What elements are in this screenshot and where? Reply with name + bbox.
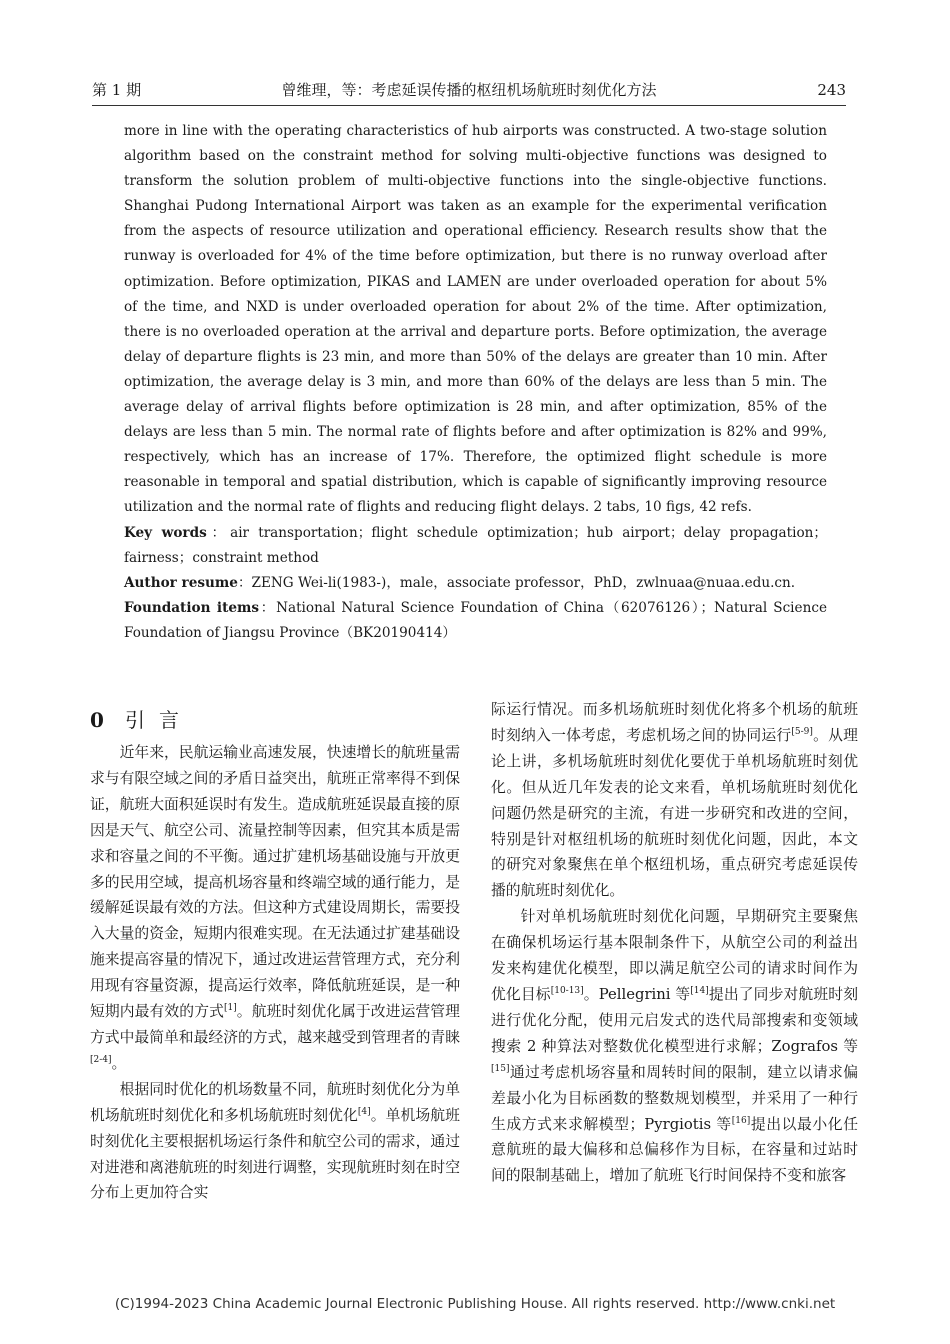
text-run: 针对单机场航班时刻优化问题，早期研究主要聚焦在确保机场运行基本限制条件下，从航空公司的利益出发来构建优化模型，即以满足航空公司的请求时间作为优化目标 [491, 908, 858, 1003]
author-resume [124, 571, 827, 596]
text-run: 。 [111, 1054, 127, 1072]
citation: [5-9] [791, 726, 813, 737]
foundation-items-value: ：National Natural Science Foundation of China（62076126）；Natural Science Foundation of Jiangsu Province（BK20190414） [124, 599, 827, 641]
english-abstract [124, 119, 827, 646]
key-words-label: Key words [124, 524, 207, 541]
paragraph [491, 697, 858, 904]
section-title: 引言 [125, 708, 193, 732]
copyright-footer: (C)1994-2023 China Academic Journal Electronic Publishing House. All rights reserved. http://www.cnki.net [114, 1296, 836, 1312]
key-words-value: ：air transportation；flight schedule optimization；hub airport；delay propagation；fairness；constraint method [124, 524, 827, 566]
text-run: 根据同时优化的机场数量不同，航班时刻优化分为单机场航班时刻优化和多机场航班时刻优化 [90, 1080, 460, 1124]
citation: [15] [491, 1063, 510, 1074]
key-words [124, 521, 827, 571]
text-run: 提出以最小化任意航班的最大偏移和总偏移作为目标，在容量和过站时间的限制基础上，增加了航班飞行时间保持不变和旅客 [491, 1115, 858, 1185]
text-run: 。航班时刻优化属于改进运营管理方式中最简单和最经济的方式，越来越受到管理者的青睐 [90, 1003, 460, 1046]
paragraph [491, 904, 858, 1189]
foundation-items-label: Foundation items [124, 599, 260, 616]
header-rule [92, 105, 846, 106]
text-run: 。Pellegrini 等 [583, 985, 691, 1003]
text-run: 通过考虑机场容量和周转时间的限制，建立以请求偏差最小化为目标函数的整数规划模型，并采用了一种行生成方式来求解模型；Pyrgiotis 等 [491, 1063, 858, 1133]
right-column [491, 697, 858, 1189]
foundation-items [124, 596, 827, 646]
text-run: 际运行情况。而多机场航班时刻优化将多个机场的航班时刻纳入一体考虑，考虑机场之间的协同运行 [491, 701, 858, 744]
citation: [1] [223, 1003, 237, 1014]
text-run: 提出了同步对航班时刻进行优化分配，使用元启发式的迭代局部搜索和变领域搜索 2 种算法对整数优化模型进行求解；Zografos 等 [491, 985, 858, 1055]
citation: [10-13] [550, 985, 584, 996]
abstract-text: more in line with the operating characteristics of hub airports was constructed. A two-stage solution algorithm based on the constraint method for solving multi-objective functions was designed to transform the solution problem of multi-objective functions into the single-objective functions. Shanghai Pudong International Airport was taken as an example for the experimental verification from the aspects of resource utilization and operational efficiency. Research results show that the runway is overloaded for 4% of the time before optimization, but there is no runway overload after optimization. Before optimization, PIKAS and LAMEN are under overloaded operation for about 5% of the time, and NXD is under overloaded operation for about 2% of the time. After optimization, there is no overloaded operation at the arrival and departure ports. Before optimization, the average delay of departure flights is 23 min, and more than 50% of the delays are greater than 10 min. After optimization, the average delay is 3 min, and more than 60% of the delays are less than 5 min. The average delay of arrival flights before optimization is 28 min, and after optimization, 85% of the delays are less than 5 min. The normal rate of flights before and after optimization is 82% and 99%, respectively, which has an increase of 17%. Therefore, the optimized flight schedule is more reasonable in temporal and spatial distribution, which is capable of significantly improving resource utilization and the normal rate of flights and reducing flight delays. 2 tabs, 10 figs, 42 refs. [124, 123, 827, 516]
citation: [4] [357, 1106, 371, 1117]
author-resume-label: Author resume [124, 574, 238, 591]
section-heading [90, 702, 460, 740]
running-header [92, 78, 846, 102]
text-run: 。从理论上讲，多机场航班时刻优化要优于单机场航班时刻优化。但从近几年发表的论文来看，单机场航班时刻优化问题仍然是研究的主流，有进一步研究和改进的空间，特别是针对枢纽机场的航班时刻优化问题，因此，本文的研究对象聚焦在单个枢纽机场，重点研究考虑延误传播的航班时刻优化。 [491, 726, 858, 900]
paragraph [90, 740, 460, 1077]
citation: [14] [690, 985, 709, 996]
page-number: 243 [817, 81, 846, 99]
citation: [2-4] [90, 1054, 112, 1065]
citation: [16] [731, 1115, 751, 1126]
paragraph [90, 1077, 460, 1207]
author-resume-value: ：ZENG Wei-li(1983-)，male，associate professor，PhD，zwlnuaa@nuaa.edu.cn. [237, 574, 796, 591]
issue-label: 第 1 期 [92, 81, 142, 99]
section-number: 0 [90, 708, 104, 732]
text-run: 。单机场航班时刻优化主要根据机场运行条件和航空公司的需求，通过对进港和离港航班的时刻进行调整，实现航班时刻在时空分布上更加符合实 [90, 1106, 460, 1202]
text-run: 近年来，民航运输业高速发展，快速增长的航班量需求与有限空域之间的矛盾日益突出，航班正常率得不到保证，航班大面积延误时有发生。造成航班延误最直接的原因是天气、航空公司、流量控制等因素，但究其本质是需求和容量之间的不平衡。通过扩建机场基础设施与开放更多的民用空域，提高机场容量和终端空域的通行能力，是缓解延误最有效的方法。但这种方式建设周期长，需要投入大量的资金，短期内很难实现。在无法通过扩建基础设施来提高容量的情况下，通过改进运营管理方式，充分利用现有容量资源，提高运行效率，降低航班延误，是一种短期内最有效的方式 [90, 744, 460, 1021]
running-title: 曾维理，等：考虑延误传播的枢纽机场航班时刻优化方法 [281, 81, 657, 99]
left-column [90, 702, 460, 1206]
